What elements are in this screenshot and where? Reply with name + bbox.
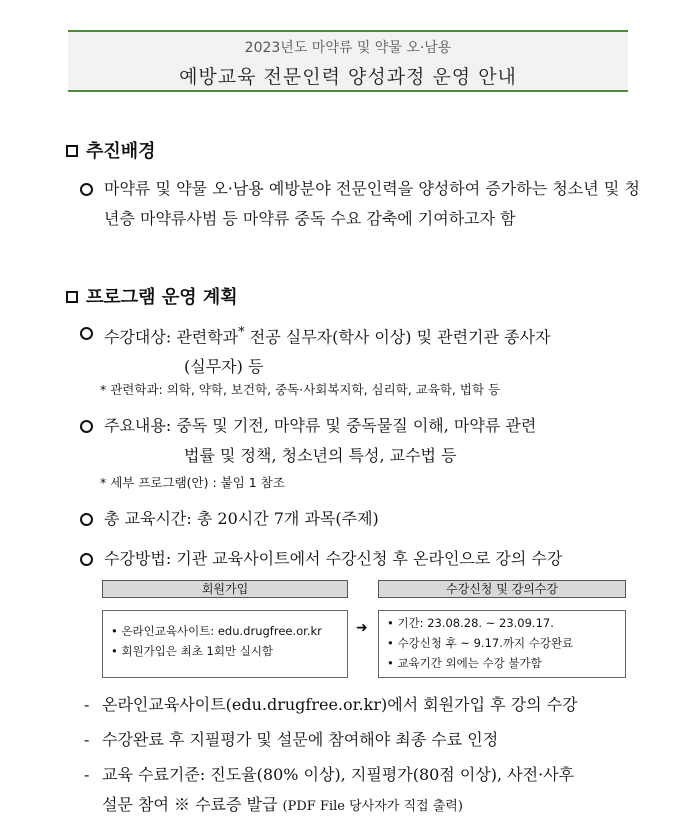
square-bullet-icon	[66, 145, 78, 157]
circle-bullet-icon	[80, 513, 93, 526]
dash-item	[84, 760, 644, 822]
target-star: *	[238, 325, 245, 340]
section-heading-plan: 프로그램 운영 계획	[66, 283, 238, 309]
target-note: * 관련학과: 의학, 약학, 보건학, 중독·사회복지학, 심리학, 교육학, 법학 등	[100, 382, 501, 397]
flow-left-box	[102, 610, 348, 678]
flow-right-item: • 교육기간 외에는 수강 불가함	[387, 653, 617, 673]
content-item	[80, 411, 640, 471]
flow-right-item: • 수강신청 후 ~ 9.17.까지 수강완료	[387, 633, 617, 653]
dash-item	[84, 690, 644, 720]
target-line1: 전공 실무자(학사 이상) 및 관련기관 종사자	[249, 327, 551, 347]
dash-text-3c: (PDF File 당사자가 직접 출력)	[282, 799, 463, 814]
target-label: 수강대상:	[104, 327, 172, 347]
flow-left-item: • 온라인교육사이트: edu.drugfree.or.kr	[111, 621, 339, 641]
content-note: * 세부 프로그램(안) : 붙임 1 참조	[100, 475, 285, 490]
section-heading-background: 추진배경	[66, 137, 156, 163]
hours-text: 총 교육시간: 총 20시간 7개 과목(주제)	[104, 509, 379, 528]
flow-left-item: • 회원가입은 최초 1회만 실시함	[111, 641, 339, 661]
dash-mark: -	[84, 765, 90, 784]
dash-text-1: 온라인교육사이트(edu.drugfree.or.kr)에서 회원가입 후 강의 수강	[102, 695, 578, 714]
document-title: 예방교육 전문인력 양성과정 운영 안내	[179, 66, 517, 88]
target-line2: (실무자) 등	[184, 357, 264, 377]
dash-item	[84, 725, 644, 755]
dash-text-3a: 교육 수료기준: 진도율(80% 이상), 지필평가(80점 이상), 사전·사후	[102, 765, 575, 784]
hours-item	[80, 504, 640, 534]
dash-mark: -	[84, 695, 90, 714]
flow-right-item: • 기간: 23.08.28. ~ 23.09.17.	[387, 613, 617, 633]
circle-bullet-icon	[80, 183, 93, 196]
content-line2: 법률 및 정책, 청소년의 특성, 교수법 등	[184, 446, 457, 465]
flow-left-header: 회원가입	[102, 580, 348, 598]
content-line1: 중독 및 기전, 마약류 및 중독물질 이해, 마약류 관련	[176, 416, 537, 435]
circle-bullet-icon	[80, 420, 93, 433]
circle-bullet-icon	[80, 553, 93, 566]
dash-mark: -	[84, 730, 90, 749]
background-text: 마약류 및 약물 오·남용 예방분야 전문인력을 양성하여 증가하는 청소년 및 청년층 마약류사범 등 마약류 중독 수요 감축에 기여하고자 함	[104, 179, 640, 228]
method-text: 수강방법: 기관 교육사이트에서 수강신청 후 온라인으로 강의 수강	[104, 549, 563, 568]
target-dept: 관련학과	[176, 327, 239, 347]
method-item	[80, 544, 640, 574]
dash-text-3b: 설문 참여 ※ 수료증 발급	[102, 795, 278, 814]
target-item	[80, 318, 640, 382]
background-item	[80, 174, 640, 234]
dash-text-2: 수강완료 후 지필평가 및 설문에 참여해야 최종 수료 인정	[102, 730, 499, 749]
document-subtitle: 2023년도 마약류 및 약물 오·남용	[244, 40, 452, 56]
content-label: 주요내용:	[104, 416, 172, 435]
flow-right-header: 수강신청 및 강의수강	[378, 580, 626, 598]
arrow-right-icon: ➜	[356, 620, 368, 636]
title-box	[68, 30, 628, 92]
flow-right-box	[378, 610, 626, 678]
circle-bullet-icon	[80, 327, 93, 340]
square-bullet-icon	[66, 291, 78, 303]
